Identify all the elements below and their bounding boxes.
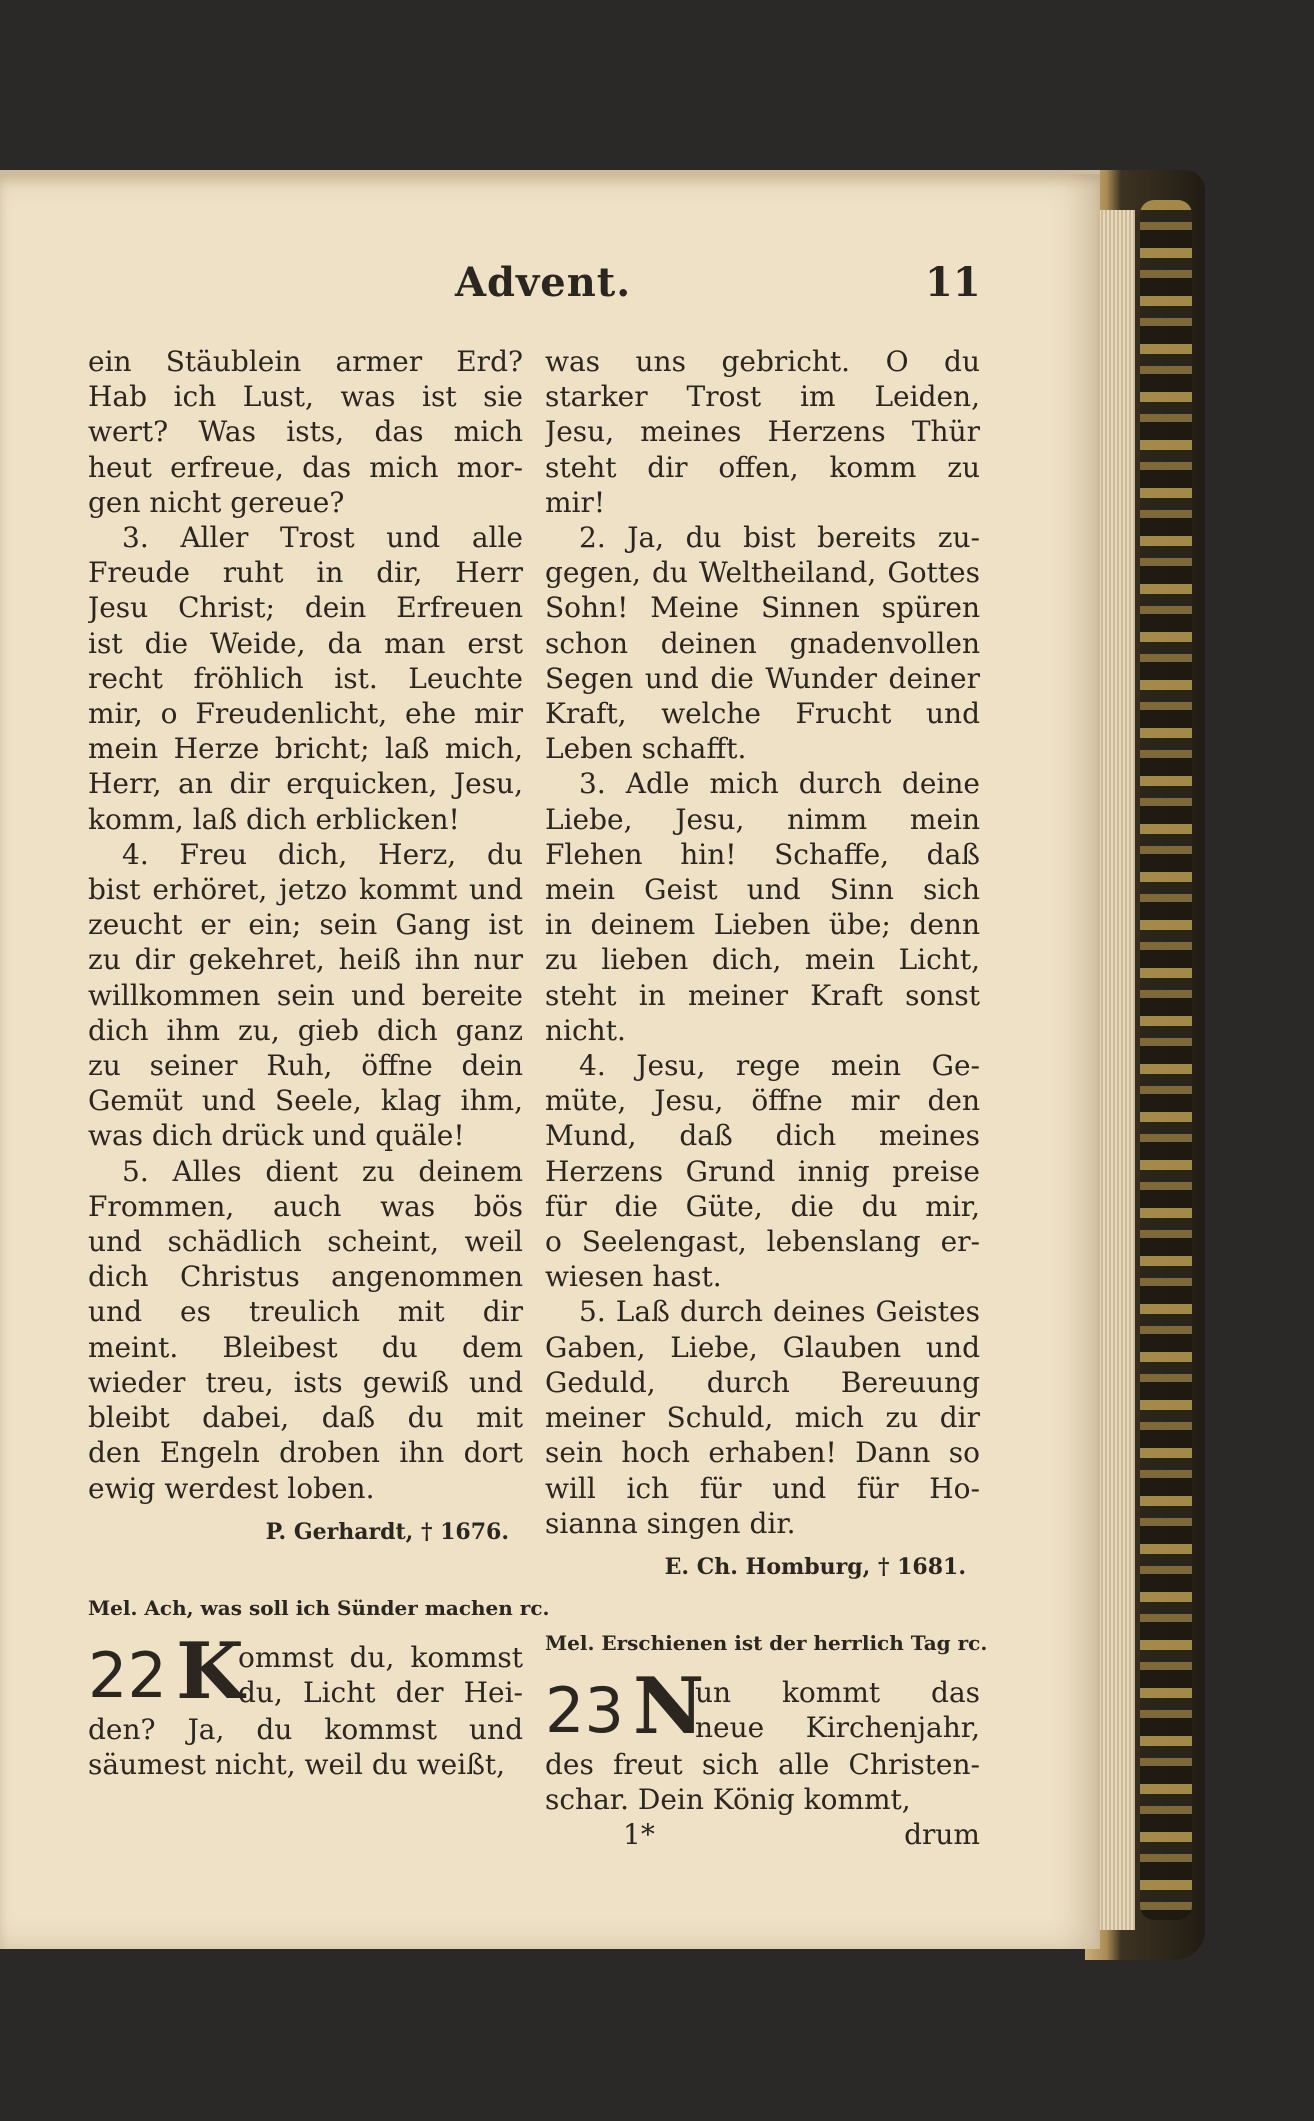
text-line: zu seiner Ruh, öffne dein [88,1049,523,1083]
text-line: wieder treu, ists gewiß und [88,1365,523,1399]
text-line: Jesu, meines Herzens Thür [545,415,980,449]
right-text-block [545,344,980,1541]
text-line: zeucht er ein; sein Gang ist [88,908,523,942]
text-line: und es treulich mit dir [88,1295,523,1329]
text-line: Gaben, Liebe, Glauben und [545,1330,980,1364]
signature-mark: 1* [623,1818,655,1852]
hymn-second-line: du, Licht der Hei- [238,1675,523,1709]
text-line: mein Herze bricht; laß mich, [88,732,523,766]
text-line: o Seelengast, lebenslang er- [545,1225,980,1259]
text-line: mir! [545,485,606,519]
hymn-text-block [545,1747,980,1817]
hymn-second-line: neue Kirchenjahr, [695,1710,980,1744]
text-line: Freude ruht in dir, Herr [88,556,523,590]
text-line: ist die Weide, da man erst [88,626,523,660]
text-line: Leben schafft. [545,732,747,766]
hymn-number: 23 [545,1673,624,1747]
hymn-start [545,1660,980,1752]
text-line: schar. Dein König kommt, [545,1783,911,1817]
text-line: Segen und die Wunder deiner [545,661,980,695]
text-line: starker Trost im Leiden, [545,380,980,414]
text-line: Liebe, Jesu, nimm mein [545,802,980,836]
catch-word: drum [904,1818,980,1852]
text-line: säumest nicht, weil du weißt, [88,1747,506,1781]
text-line: müte, Jesu, öffne mir den [545,1084,980,1118]
drop-cap: N [633,1660,705,1752]
text-line: gegen, du Weltheiland, Gottes [545,556,980,590]
text-line: dich ihm zu, gieb dich ganz [88,1013,523,1047]
hymn-text-block [88,1712,523,1782]
running-head: Advent. [455,259,632,306]
melody-note: Mel. Erschienen ist der herrlich Tag rc. [545,1630,988,1655]
text-line: zu dir gekehret, heiß ihn nur [88,943,523,977]
text-line: was uns gebricht. O du [545,345,980,378]
hymn-author: P. Gerhardt, † 1676. [265,1518,509,1545]
hymn-author: E. Ch. Homburg, † 1681. [664,1553,966,1580]
text-line: steht dir offen, komm zu [545,450,980,484]
text-line: dich Christus angenommen [88,1260,523,1294]
text-line: gen nicht gereue? [88,485,345,519]
text-line: meint. Bleibest du dem [88,1330,523,1364]
text-line: sianna singen dir. [545,1506,796,1540]
text-line: komm, laß dich erblicken! [88,802,460,836]
text-line: Herr, an dir erquicken, Jesu, [88,767,523,801]
hymn-start [88,1625,523,1717]
hymn-number: 22 [88,1638,167,1712]
text-line: sein hoch erhaben! Dann so [545,1436,980,1470]
text-line: recht fröhlich ist. Leuchte [88,661,523,695]
text-line: des freut sich alle Christen- [545,1747,980,1781]
drop-cap: K [176,1625,244,1717]
text-line: bleibt dabei, daß du mit [88,1401,523,1435]
text-line: Frommen, auch was bös [88,1189,523,1223]
text-line: den? Ja, du kommst und [88,1712,523,1746]
text-line: meiner Schuld, mich zu dir [545,1401,980,1435]
text-line: für die Güte, die du mir, [545,1189,980,1223]
text-line: Mund, daß dich meines [545,1119,980,1153]
text-line: Hab ich Lust, was ist sie [88,380,523,414]
text-line: Sohn! Meine Sinnen spüren [545,591,980,625]
text-line: 5. Laß durch deines Geistes [579,1295,980,1329]
text-line: 3. Adle mich durch deine [579,767,980,801]
text-line: 3. Aller Trost und alle [122,521,523,555]
text-line: und schädlich scheint, weil [88,1225,523,1259]
text-line: ewig werdest loben. [88,1471,375,1505]
page-stack-edge [1095,210,1135,1930]
text-line: Geduld, durch Bereuung [545,1365,980,1399]
text-line: ein Stäublein armer Erd? [88,345,523,378]
left-text-block [88,344,523,1506]
text-line: nicht. [545,1013,626,1047]
book-page [0,170,1100,1949]
text-line: Kraft, welche Frucht und [545,697,980,731]
page-number: 11 [925,259,981,306]
text-line: steht in meiner Kraft sonst [545,978,980,1012]
left-column [88,344,550,1782]
text-line: Herzens Grund innig preise [545,1154,980,1188]
page-footer [545,1817,980,1853]
text-line: Gemüt und Seele, klag ihm, [88,1084,523,1118]
right-column [545,344,988,1853]
text-line: zu lieben dich, mein Licht, [545,943,980,977]
text-line: 4. Jesu, rege mein Ge- [579,1049,980,1083]
gilt-spine-ornament [1140,200,1192,1920]
text-line: will ich für und für Ho- [545,1471,980,1505]
text-line: mir, o Freudenlicht, ehe mir [88,697,523,731]
text-line: den Engeln droben ihn dort [88,1436,523,1470]
text-line: Jesu Christ; dein Erfreuen [88,591,523,625]
text-line: schon deinen gnadenvollen [545,626,980,660]
hymn-first-line: un kommt das [695,1675,980,1709]
text-line: bist erhöret, jetzo kommt und [88,873,523,907]
text-line: in deinem Lieben übe; denn [545,908,980,942]
melody-note: Mel. Ach, was soll ich Sünder machen rc. [88,1595,550,1620]
text-line: mein Geist und Sinn sich [545,873,980,907]
page-header [0,259,1100,329]
text-line: 4. Freu dich, Herz, du [122,837,523,871]
text-line: 2. Ja, du bist bereits zu- [579,521,980,555]
text-line: heut erfreue, das mich mor- [88,450,523,484]
text-line: Flehen hin! Schaffe, daß [545,837,980,871]
text-line: 5. Alles dient zu deinem [122,1154,523,1188]
text-line: willkommen sein und bereite [88,978,523,1012]
text-line: was dich drück und quäle! [88,1119,465,1153]
text-line: wert? Was ists, das mich [88,415,523,449]
hymn-first-line: ommst du, kommst [238,1640,523,1674]
text-line: wiesen hast. [545,1260,722,1294]
